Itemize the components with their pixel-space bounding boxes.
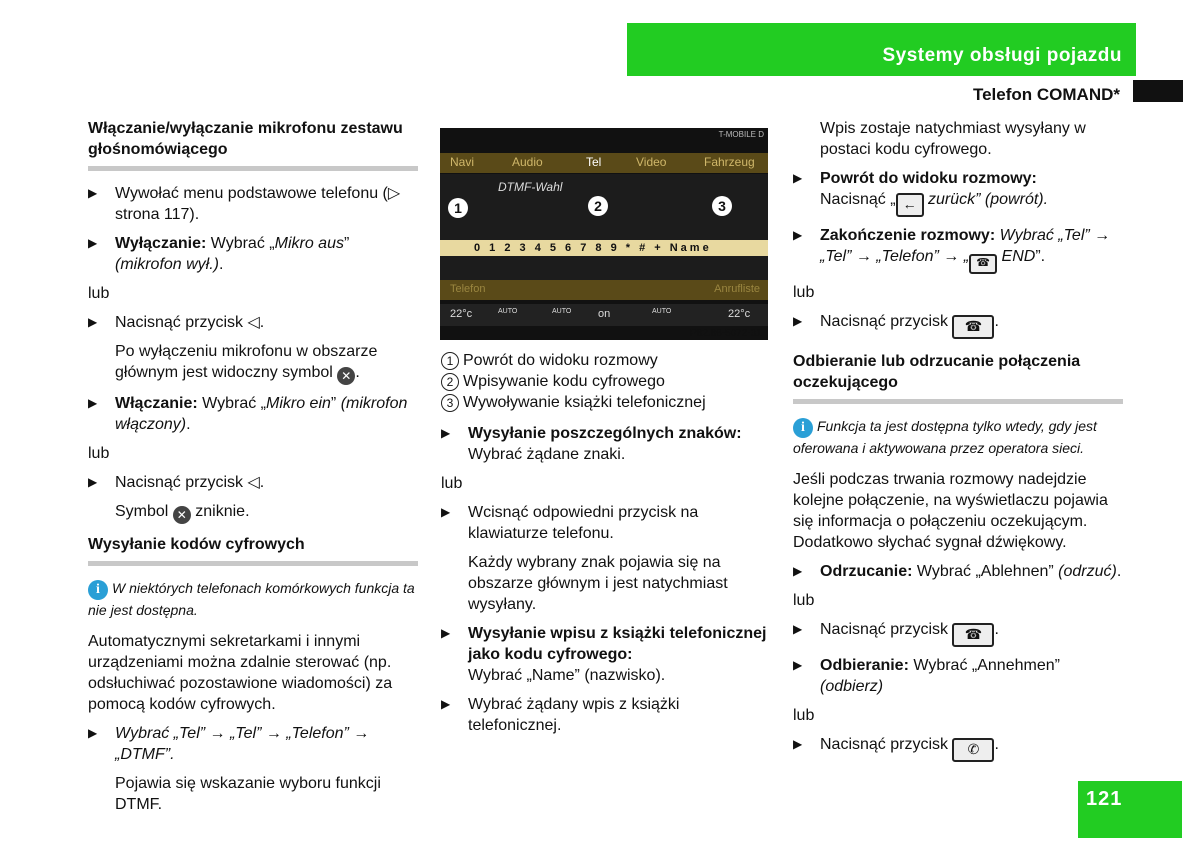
lub-text: lub (793, 707, 815, 724)
translation: (odbierz) (820, 678, 884, 695)
step-label: Wysyłanie wpisu z książki telefonicznej jako kodu cyfrowego: (468, 625, 767, 663)
step-text: Wcisnąć odpowiedni przycisk na klawiaturze telefonu. (468, 504, 699, 542)
display-bar (440, 280, 768, 300)
hang-up-button-icon: ☎ (952, 315, 994, 339)
telefon-label: Telefon (450, 283, 486, 295)
climate-bar (440, 304, 768, 326)
bullet-arrow-icon: ▶ (441, 426, 451, 440)
bullet-arrow-icon: ▶ (793, 228, 803, 242)
step-text: Wybrać „Ablehnen” (916, 563, 1059, 580)
menu-option: END (1001, 248, 1036, 265)
step-text: Wybrać „Tel” → „Tel” → „Telefon” → „DTMF”. (115, 725, 370, 763)
step-accept (793, 655, 1123, 697)
section-header: Systemy obsługi pojazdu (627, 23, 1136, 76)
translation: (mikrofon wył.) (115, 256, 220, 273)
legend-item (441, 350, 771, 371)
left-column (88, 118, 418, 823)
step-press-hangup: ▶ Nacisnąć przycisk ☎ . (793, 311, 1123, 339)
heading-microphone: Włączanie/wyłączanie mikrofonu zestawu głośnomówiącego (88, 118, 418, 171)
paragraph-waiting: Jeśli podczas trwania rozmowy nadejdzie kolejne połączenie, na wyświetlaczu pojawia się informacja o połączeniu oczekującym. Dodatkowo słychać sygnał dźwiękowy. (793, 471, 1108, 551)
nav-item: Fahrzeug (704, 155, 755, 169)
bullet-arrow-icon: ▶ (88, 475, 98, 489)
step-press-back (88, 312, 418, 333)
step-text: Nacisnąć „ (820, 191, 896, 208)
mic-off-icon: ✕ (173, 506, 191, 524)
legend-number: 2 (441, 373, 459, 391)
translation: (mikrofon włączony) (115, 395, 408, 433)
nav-item: Audio (512, 155, 543, 169)
step-back-to-call (793, 168, 1123, 217)
note-char-sent: Każdy wybrany znak pojawia się na obszarze głównym i jest natychmiast wysyłany. (468, 554, 728, 613)
step-open-menu (88, 183, 418, 225)
info-icon: i (88, 580, 108, 600)
info-text: W niektórych telefonach komórkowych funkcja ta nie jest dostępna. (88, 580, 415, 618)
bullet-arrow-icon: ▶ (793, 622, 803, 636)
step-text: Wywołać menu podstawowe telefonu (▷ strona 117). (115, 185, 401, 223)
punct: . (186, 416, 191, 433)
step-label: Zakończenie rozmowy: (820, 227, 996, 244)
display-main-area (440, 174, 768, 284)
auto-label: AUTO (552, 308, 572, 315)
right-column (793, 118, 1123, 770)
on-label: on (598, 308, 611, 320)
back-arrow-icon: ← (896, 193, 924, 217)
section-tab-marker (1133, 80, 1183, 102)
step-label: Włączanie: (115, 395, 198, 412)
note-text: Po wyłączeniu mikrofonu w obszarze głównym jest widoczny symbol (115, 343, 378, 381)
bullet-arrow-icon: ▶ (88, 186, 98, 200)
note-dtmf: Pojawia się wskazanie wyboru funkcji DTMF. (115, 775, 381, 813)
anrufliste-label: Anrufliste (714, 283, 760, 295)
bullet-arrow-icon: ▶ (88, 315, 98, 329)
bullet-arrow-icon: ▶ (88, 396, 98, 410)
callout-2: 2 (588, 196, 608, 216)
note-symbol-disappears (88, 501, 418, 524)
nav-item-active: Tel (586, 155, 602, 169)
lub-text: lub (793, 284, 815, 301)
legend-text: Wpisywanie kodu cyfrowego (463, 373, 665, 390)
step-text: Nacisnąć przycisk (820, 313, 949, 330)
display-screenshot (440, 128, 768, 340)
step-label: Powrót do widoku rozmowy: (820, 170, 1037, 187)
step-label: Odrzucanie: (820, 563, 913, 580)
legend-text: Wywoływanie książki telefonicznej (463, 394, 706, 411)
step-label: Wyłączanie: (115, 235, 207, 252)
middle-column (441, 350, 771, 744)
callout-3: 3 (712, 196, 732, 216)
display-nav-bar (440, 153, 768, 173)
step-text: Nacisnąć przycisk (820, 736, 949, 753)
step-label: Odbieranie: (820, 657, 909, 674)
step-send-entry (441, 623, 771, 686)
quote: ” (330, 395, 341, 412)
bullet-arrow-icon: ▶ (441, 626, 451, 640)
step-text: Nacisnąć przycisk ◁. (115, 474, 265, 491)
step-text: Nacisnąć przycisk (820, 621, 949, 638)
temp-left: 22°c (450, 308, 473, 320)
step-text: Nacisnąć przycisk ◁. (115, 314, 265, 331)
dtmf-label: DTMF-Wahl (498, 180, 563, 194)
heading-dtmf: Wysyłanie kodów cyfrowych (88, 534, 418, 566)
temp-right: 22°c (728, 308, 751, 320)
punct: . (219, 256, 224, 273)
note-text: zniknie. (195, 503, 250, 520)
bullet-arrow-icon: ▶ (441, 505, 451, 519)
bullet-arrow-icon: ▶ (88, 726, 98, 740)
step-text: Wybrać „ (197, 395, 266, 412)
step-text: Wybrać „Annehmen” (913, 657, 1060, 674)
bullet-arrow-icon: ▶ (793, 171, 803, 185)
step-end-call: ▶ Zakończenie rozmowy: Wybrać „Tel” → „Tel” → „Telefon” → „ ☎ END”. (793, 225, 1123, 274)
step-select-entry (441, 694, 771, 736)
step-text: Wybrać żądane znaki. (468, 446, 626, 463)
hang-up-button-icon: ☎ (952, 623, 994, 647)
step-select-dtmf (88, 723, 418, 765)
bullet-arrow-icon: ▶ (793, 564, 803, 578)
page-number: 121 (1078, 781, 1182, 838)
step-mic-on (88, 393, 418, 435)
quote: ” (343, 235, 350, 252)
info-text: Funkcja ta jest dostępna tylko wtedy, gdy jest oferowana i aktywowana przez operatora sieci. (793, 418, 1097, 456)
bullet-arrow-icon: ▶ (441, 697, 451, 711)
bullet-arrow-icon: ▶ (793, 658, 803, 672)
step-press-key (441, 502, 771, 544)
lub-text: lub (793, 592, 815, 609)
bullet-arrow-icon: ▶ (793, 314, 803, 328)
lub-text: lub (441, 475, 463, 492)
lub-text: lub (88, 445, 110, 462)
legend-number: 3 (441, 394, 459, 412)
paragraph-dtmf: Automatycznymi sekretarkami i innymi urządzeniami można zdalnie sterować (np. odsłuchiwać pozostawione wiadomości) za pomocą kodów cyfrowych. (88, 633, 393, 713)
info-note (793, 416, 1123, 459)
menu-option: Mikro aus (274, 235, 344, 252)
step-press-hangup-2: ▶ Nacisnąć przycisk ☎ . (793, 619, 1123, 647)
note-text: Symbol (115, 503, 169, 520)
step-press-pickup: ▶ Nacisnąć przycisk ✆ . (793, 734, 1123, 762)
step-text: Wybrać „Tel” → „Tel” → „Telefon” → „ (820, 227, 1111, 265)
lub-text: lub (88, 285, 110, 302)
legend-number: 1 (441, 352, 459, 370)
pick-up-button-icon: ✆ (952, 738, 994, 762)
translation: (odrzuć) (1058, 563, 1117, 580)
legend-text: Powrót do widoku rozmowy (463, 352, 658, 369)
note-entry-sent: Wpis zostaje natychmiast wysyłany w postaci kodu cyfrowego. (820, 120, 1086, 158)
mic-off-icon: ✕ (337, 367, 355, 385)
step-send-chars (441, 423, 771, 465)
legend-item (441, 392, 771, 413)
subsection-title: Telefon COMAND* (972, 85, 1120, 104)
nav-item: Navi (450, 155, 475, 169)
menu-option: Mikro ein (266, 395, 331, 412)
bullet-arrow-icon: ▶ (793, 737, 803, 751)
callout-1: 1 (448, 198, 468, 218)
dtmf-keys-row: 0 1 2 3 4 5 6 7 8 9 * # + Name (440, 240, 768, 256)
info-icon: i (793, 418, 813, 438)
step-text: Wybrać „ (206, 235, 275, 252)
heading-waiting-call: Odbieranie lub odrzucanie połączenia oczekującego (793, 351, 1123, 404)
step-reject: ▶ Odrzucanie: Wybrać „Ablehnen” (odrzuć). (793, 563, 1122, 580)
info-note (88, 578, 418, 621)
bullet-arrow-icon: ▶ (88, 236, 98, 250)
menu-option: zurück” (powrót). (928, 191, 1049, 208)
legend-item (441, 371, 771, 392)
step-mic-off (88, 233, 418, 275)
step-label: Wysyłanie poszczególnych znaków: (468, 425, 742, 442)
auto-label: AUTO (498, 308, 518, 315)
hang-up-icon: ☎ (969, 254, 997, 274)
auto-label: AUTO (652, 308, 672, 315)
carrier-label: T-MOBILE D (718, 130, 764, 139)
image-code: P82.86-5072-31 (690, 328, 762, 339)
step-press-back-2 (88, 472, 418, 493)
nav-item: Video (636, 155, 667, 169)
step-text: Wybrać żądany wpis z książki telefonicznej. (468, 696, 680, 734)
step-text: Wybrać „Name” (nazwisko). (468, 667, 666, 684)
note-mic-symbol: Po wyłączeniu mikrofonu w obszarze głównym jest widoczny symbol ✕ . (115, 343, 378, 383)
